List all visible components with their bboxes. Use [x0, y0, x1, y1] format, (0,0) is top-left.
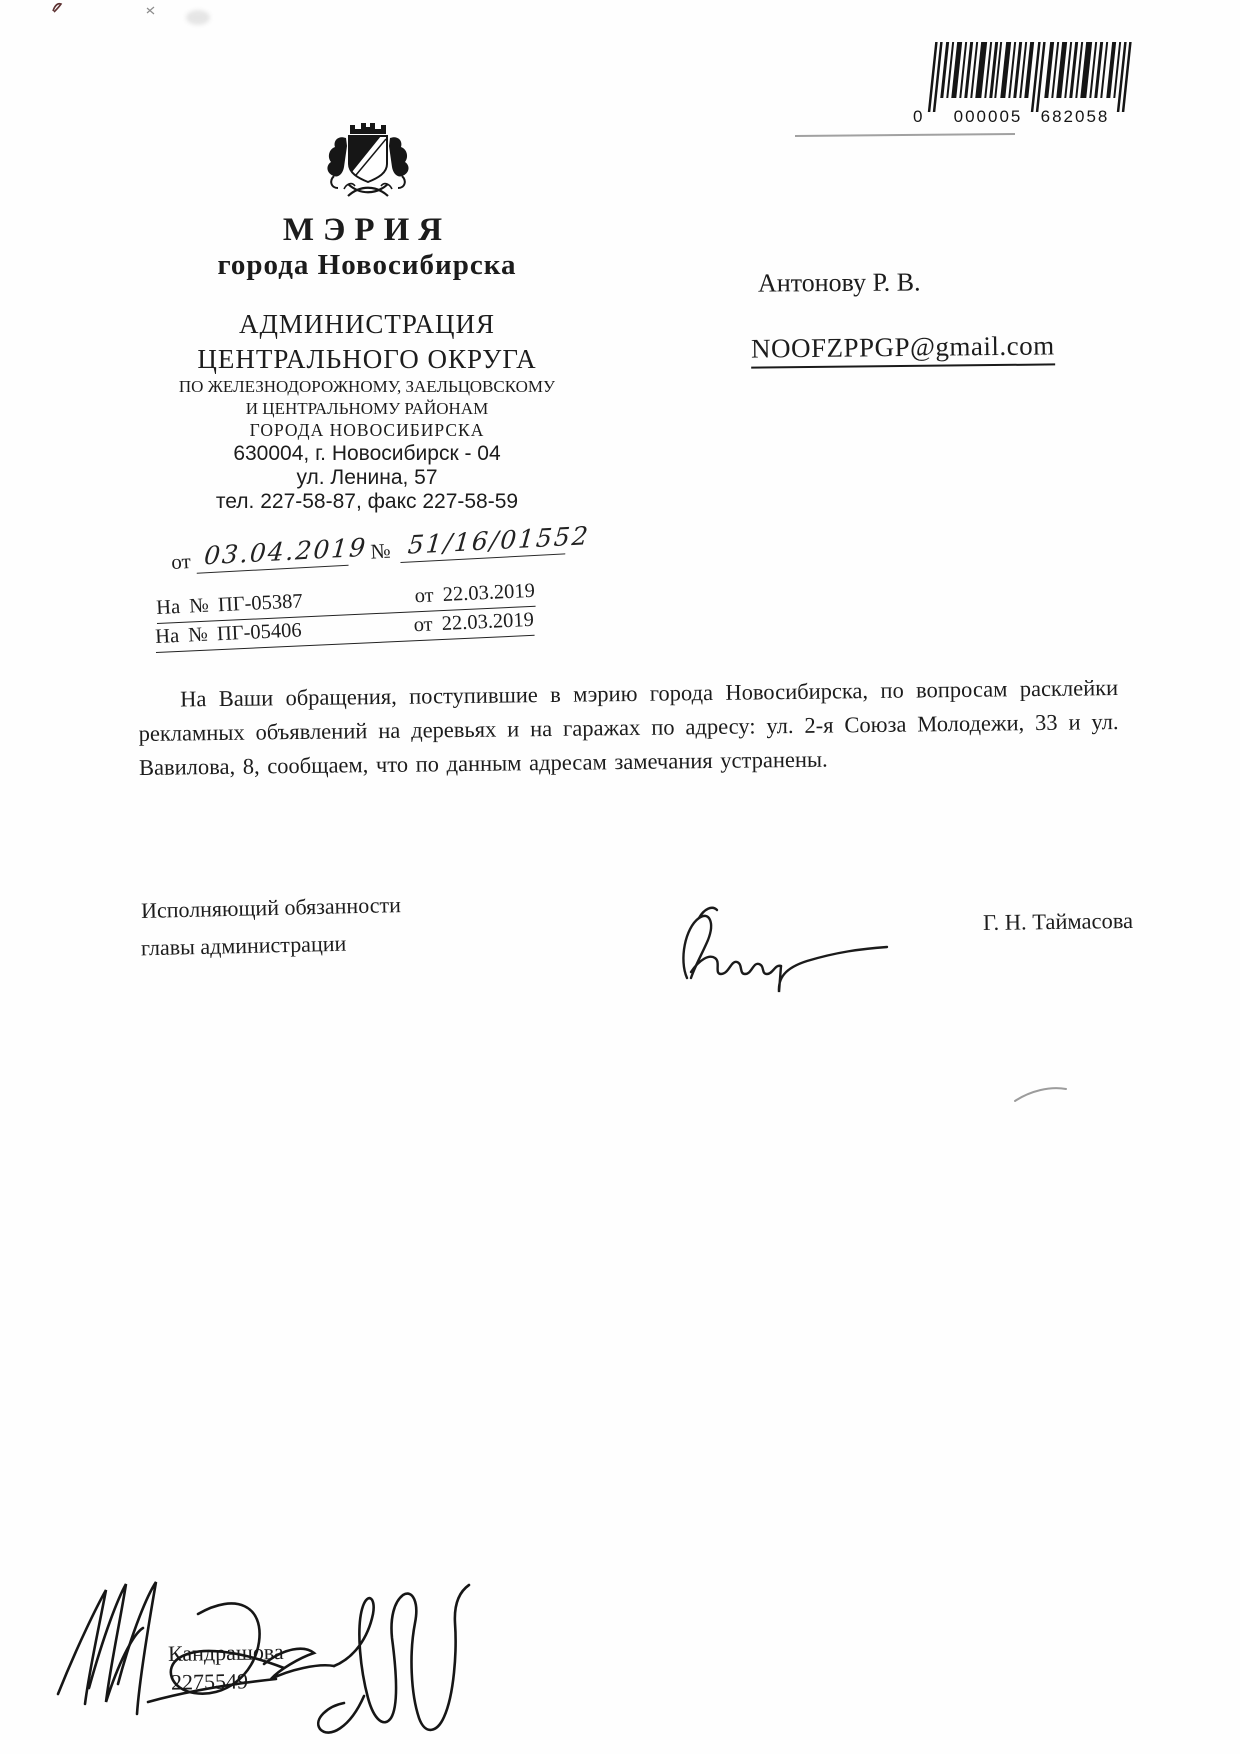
coat-of-arms-emblem: [318, 118, 418, 210]
dept-districts-line-1: ПО ЖЕЛЕЗНОДОРОЖНОМУ, ЗАЕЛЬЦОВСКОМУ: [178, 377, 556, 396]
recipient-name: Антонову Р. В.: [757, 267, 921, 298]
address-line-2: ул. Ленина, 57: [296, 466, 438, 489]
org-subtitle: города Новосибирска: [217, 249, 517, 281]
org-title: МЭРИЯ: [282, 212, 452, 248]
barcode-digits-group2: 682058: [1040, 107, 1110, 126]
dept-name-line-1: АДМИНИСТРАЦИЯ: [239, 309, 495, 339]
incoming-ref-2-date: от 22.03.2019: [413, 608, 535, 637]
executor-phone: 2275549: [170, 1668, 249, 1695]
signature-executor-2: [258, 1578, 473, 1750]
signature-taymasova: [655, 898, 900, 998]
incoming-ref-1-number: На № ПГ-05387: [155, 590, 304, 620]
address-line-1: 630004, г. Новосибирск - 04: [233, 442, 501, 465]
pen-mark: [1012, 1082, 1070, 1106]
scan-line-divider: [795, 133, 1015, 137]
barcode-digit-left: 0: [913, 107, 923, 126]
executor-name: Кандрашова: [167, 1638, 284, 1667]
outgoing-date-value: 03.04.2019: [197, 534, 352, 574]
signature-executor-1: [48, 1572, 293, 1732]
dept-districts-line-3: ГОРОДА НОВОСИБИРСКА: [249, 420, 485, 440]
dept-districts-line-2: И ЦЕНТРАЛЬНОМУ РАЙОНАМ: [245, 399, 489, 418]
barcode-digits-group1: 000005: [953, 107, 1023, 126]
scan-artifact-speck: [52, 2, 63, 13]
scan-artifact-speck: [146, 6, 156, 15]
outgoing-number-label: №: [369, 538, 392, 564]
outgoing-date-label: от: [170, 549, 192, 575]
signer-position-line-2: главы администрации: [140, 930, 347, 961]
incoming-ref-1-date: от 22.03.2019: [414, 579, 536, 608]
dept-name-line-2: ЦЕНТРАЛЬНОГО ОКРУГА: [197, 344, 537, 374]
barcode: [903, 34, 1143, 126]
incoming-ref-2-number: На № ПГ-05406: [154, 619, 303, 649]
signer-position-line-1: Исполняющий обязанности: [140, 892, 402, 923]
scan-artifact-smudge: [186, 10, 210, 25]
body-paragraph: На Ваши обращения, поступившие в мэрию города Новосибирска, по вопросам расклейки рекламных объявлений на деревьях и на гаражах по адресу: ул. 2-я Союза Молодежи, 33 и ул. Вавилова, 8, сообщаем, что по данным адресам замечания устранены.: [138, 675, 1119, 780]
outgoing-number-value: 51/16/01552: [401, 522, 569, 563]
address-line-3: тел. 227-58-87, факс 227-58-59: [215, 490, 519, 513]
outgoing-ref-row: [170, 520, 592, 575]
signer-name: Г. Н. Таймасова: [982, 907, 1134, 936]
recipient-email: NOOFZPPGP@gmail.com: [751, 330, 1055, 368]
barcode-bars: [928, 42, 1132, 112]
